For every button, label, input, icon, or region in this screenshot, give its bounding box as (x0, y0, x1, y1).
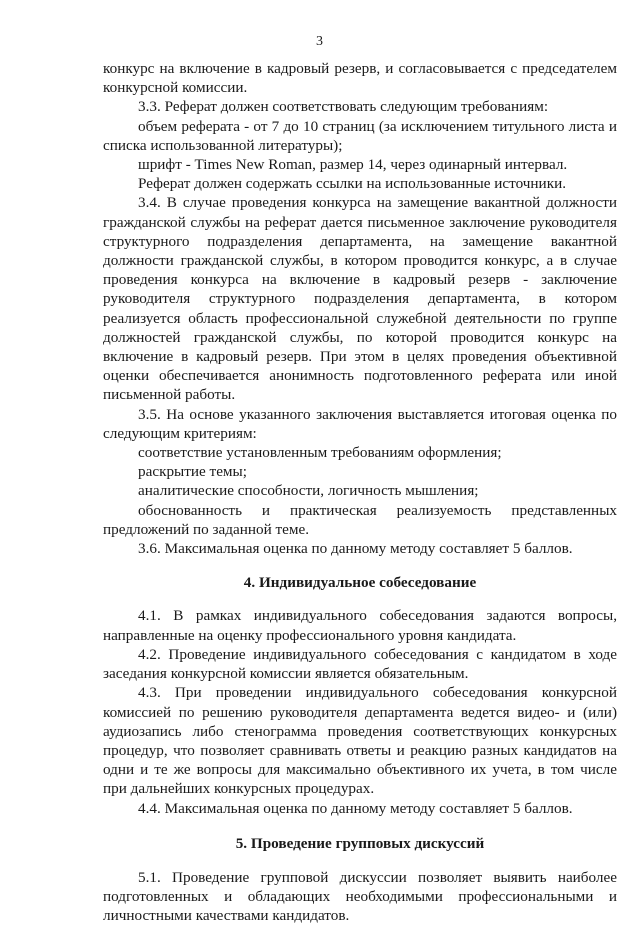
page-number: 3 (316, 34, 323, 49)
paragraph: объем реферата - от 7 до 10 страниц (за исключением титульного листа и списка использованной литературы); (103, 117, 617, 154)
paragraph: 4.4. Максимальная оценка по данному методу составляет 5 баллов. (138, 799, 573, 817)
paragraph: 3.4. В случае проведения конкурса на замещение вакантной должности гражданской службы на реферат дается письменное заключение руководителя структурного подразделения департамента, на замещение вакантной должности гражданской службы, в котором проводится конкурс, а в случае проведения конкурса на включение в кадровый резерв - заключение руководителя структурного подразделения департамента, в котором реализуется область профессиональной служебной деятельности по группе должностей гражданской службы, по которой проводится конкурс на включение в кадровый резерв. При этом в целях проведения объективной оценки обеспечивается анонимность подготовленного реферата или иной письменной работы. (103, 194, 617, 404)
paragraph: 3.6. Максимальная оценка по данному методу составляет 5 баллов. (138, 540, 573, 558)
list-item: раскрытие темы; (138, 463, 247, 481)
paragraph: Реферат должен содержать ссылки на использованные источники. (138, 175, 566, 193)
paragraph: 4.1. В рамках индивидуального собеседования задаются вопросы, направленные на оценку профессионального уровня кандидата. (103, 607, 617, 644)
paragraph: 4.2. Проведение индивидуального собеседования с кандидатом в ходе заседания конкурсной комиссии является обязательным. (103, 645, 617, 683)
paragraph: 4.3. При проведении индивидуального собеседования конкурсной комиссией по решению руководителя департамента ведется видео- и (или) аудиозапись либо стенограмма проведения соответствующих конкурсных процедур, что позволяет сравнивать ответы и реакцию разных кандидатов на одни и те же вопросы для максимально объективного их учета, в том числе при дальнейших конкурсных процедурах. (103, 684, 617, 798)
section-heading: 4. Индивидуальное собеседование (243, 574, 477, 592)
section-heading: 5. Проведение групповых дискуссий (235, 834, 485, 852)
paragraph: шрифт - Times New Roman, размер 14, через одинарный интервал. (138, 156, 568, 174)
document-body (103, 59, 617, 926)
paragraph: конкурс на включение в кадровый резерв, и согласовывается с председателем конкурсной комиссии. (103, 60, 617, 97)
paragraph: 3.5. На основе указанного заключения выставляется итоговая оценка по следующим критериям: (103, 405, 617, 442)
paragraph: 3.3. Реферат должен соответствовать следующим требованиям: (138, 98, 549, 116)
list-item: аналитические способности, логичность мышления; (138, 482, 479, 500)
paragraph: 5.1. Проведение групповой дискуссии позволяет выявить наиболее подготовленных и обладающих необходимыми профессиональными и личностными качествами кандидатов. (103, 868, 617, 925)
list-item: соответствие установленным требованиям оформления; (138, 444, 502, 462)
list-item: обоснованность и практическая реализуемость представленных предложений по заданной теме. (103, 501, 617, 538)
